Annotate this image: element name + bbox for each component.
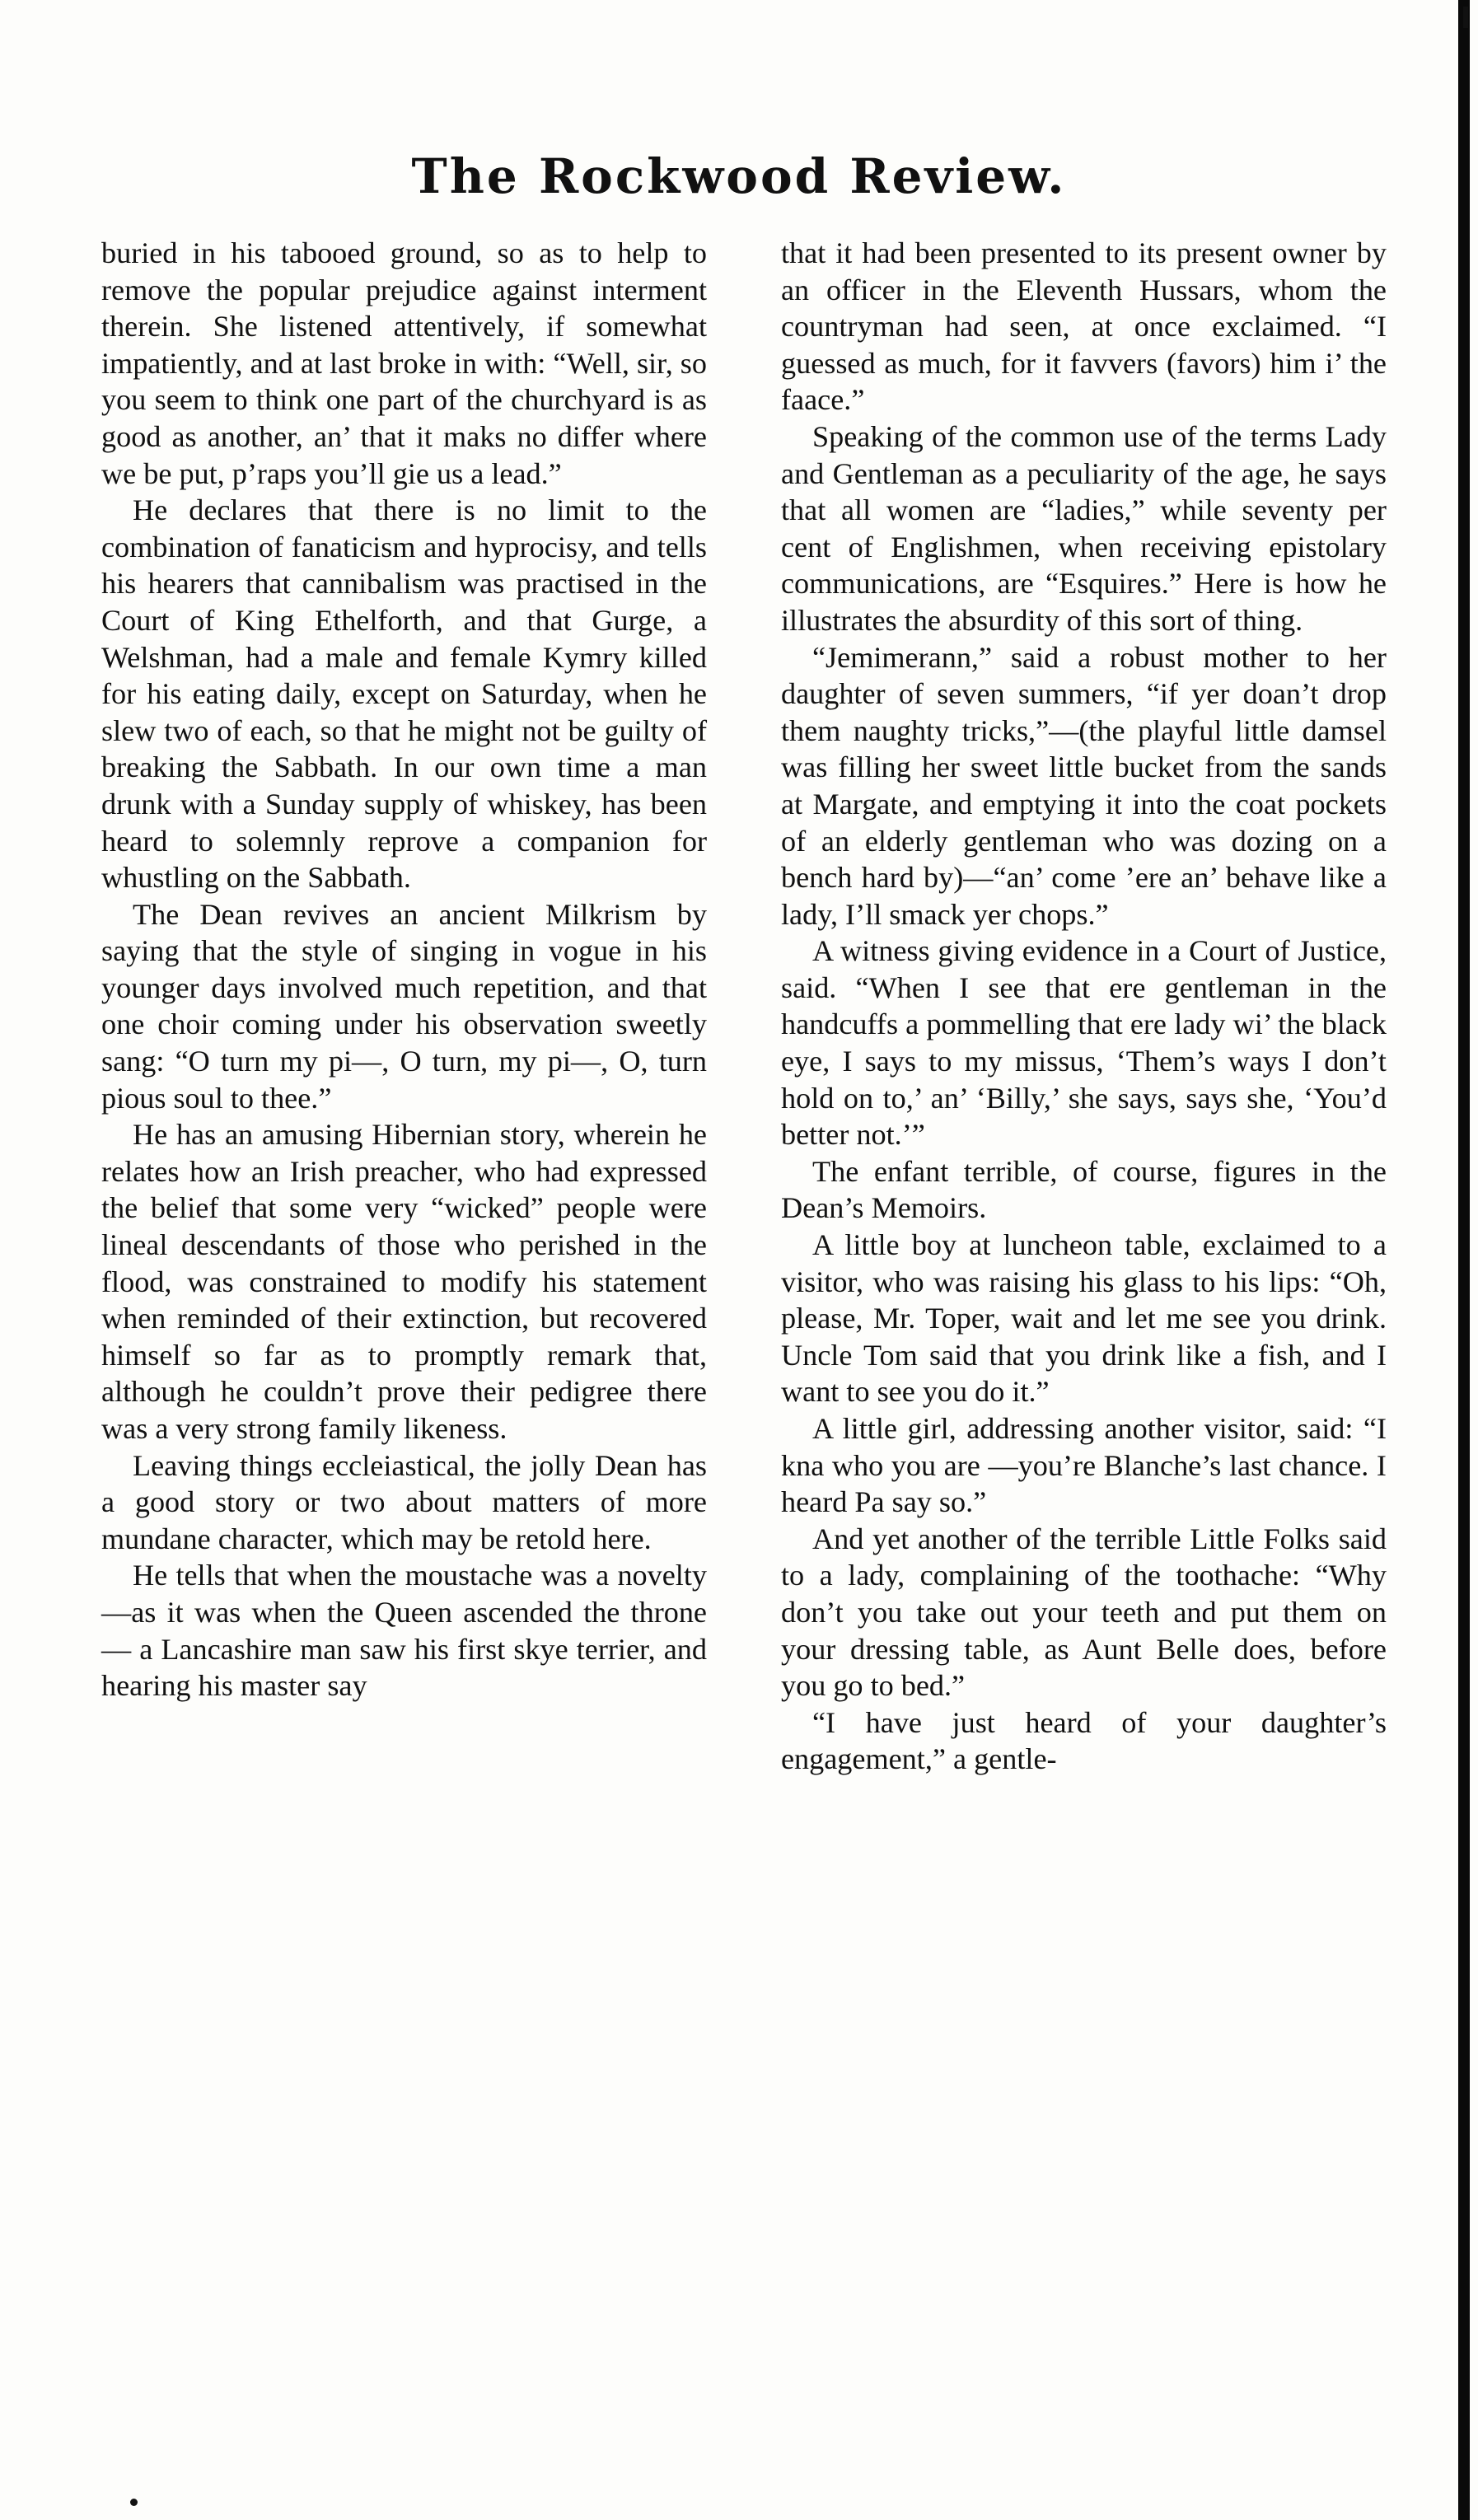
paragraph: Speaking of the common use of the terms Lady and Gentleman as a peculiarity of the age, he says that all women are “ladies,” while seventy per cent of Englishmen, when receiving epistolary communications, are “Esquires.” Here is how he illustrates the absurdity of this sort of thing. [781, 419, 1387, 637]
paragraph: A witness giving evidence in a Court of Justice, said. “When I see that ere gentleman in the handcuffs a pommelling that ere lady wi’ the black eye, I says to my missus, ‘Them’s ways I don’t hold on to,’ an’ ‘Billy,’ she says, says she, ‘You’d better not.’” [781, 934, 1387, 1152]
paragraph: He tells that when the moustache was a novelty—as it was when the Queen ascended the throne — a Lancashire man saw his first skye terrier, and hearing his master say [101, 1559, 707, 1703]
right-column [781, 235, 1387, 1778]
page-masthead: The Rockwood Review. [411, 148, 1067, 204]
left-column [101, 235, 707, 1704]
paragraph: buried in his tabooed ground, so as to help to remove the popular prejudice against interment therein. She listened attentively, if somewhat impatiently, and at last broke in with: “Well, sir, so you seem to think one part of the churchyard is as good as another, an’ that it maks no differ where we be put, p’raps you’ll gie us a lead.” [101, 236, 707, 490]
ink-dot [130, 2499, 138, 2506]
page-edge-rule [1458, 0, 1470, 2520]
edge-mark [1463, 7, 1468, 28]
paragraph: He has an amusing Hibernian story, wherein he relates how an Irish preacher, who had expressed the belief that some very “wicked” people were lineal descendants of those who perished in the flood, was constrained to modify his statement when reminded of their extinction, but recovered himself so far as to promptly remark that, although he couldn’t prove their pedigree there was a very strong family likeness. [101, 1118, 707, 1445]
paragraph: “I have just heard of your daughter’s engagement,” a gentle- [781, 1705, 1387, 1776]
paragraph: He declares that there is no limit to the combination of fanaticism and hyprocisy, and tells his hearers that cannibalism was practised in the Court of King Ethelforth, and that Gurge, a Welshman, had a male and female Kymry killed for his eating daily, except on Saturday, when he slew two of each, so that he might not be guilty of breaking the Sabbath. In our own time a man drunk with a Sunday supply of whiskey, has been heard to solemnly reprove a companion for whustling on the Sabbath. [101, 493, 707, 895]
paragraph: “Jemimerann,” said a robust mother to her daughter of seven summers, “if yer doan’t drop them naughty tricks,”—(the playful little damsel was filling her sweet little bucket from the sands at Margate, and emptying it into the coat pockets of an elderly gentleman who was dozing on a bench hard by)—“an’ come ’ere an’ behave like a lady, I’ll smack yer chops.” [781, 640, 1387, 931]
paragraph: that it had been presented to its present owner by an officer in the Eleventh Hussars, whom the countryman had seen, at once exclaimed. “I guessed as much, for it favvers (favors) him i’ the faace.” [781, 236, 1387, 417]
paragraph: The enfant terrible, of course, figures in the Dean’s Memoirs. [781, 1154, 1387, 1225]
paragraph: Leaving things eccleiastical, the jolly Dean has a good story or two about matters of more mundane character, which may be retold here. [101, 1448, 707, 1555]
paragraph: A little boy at luncheon table, exclaimed to a visitor, who was raising his glass to his lips: “Oh, please, Mr. Toper, wait and let me see you drink. Uncle Tom said that you drink like a fish, and I want to see you do it.” [781, 1228, 1387, 1409]
paragraph: A little girl, addressing another visitor, said: “I kna who you are —you’re Blanche’s last chance. I heard Pa say so.” [781, 1412, 1387, 1519]
paragraph: The Dean revives an ancient Milkrism by saying that the style of singing in vogue in his younger days involved much repetition, and that one choir coming under his observation sweetly sang: “O turn my pi—, O turn, my pi—, O, turn pious soul to thee.” [101, 897, 707, 1115]
paragraph: And yet another of the terrible Little Folks said to a lady, complaining of the toothache: “Why don’t you take out your teeth and put them on your dressing table, as Aunt Belle does, before you go to bed.” [781, 1522, 1387, 1703]
